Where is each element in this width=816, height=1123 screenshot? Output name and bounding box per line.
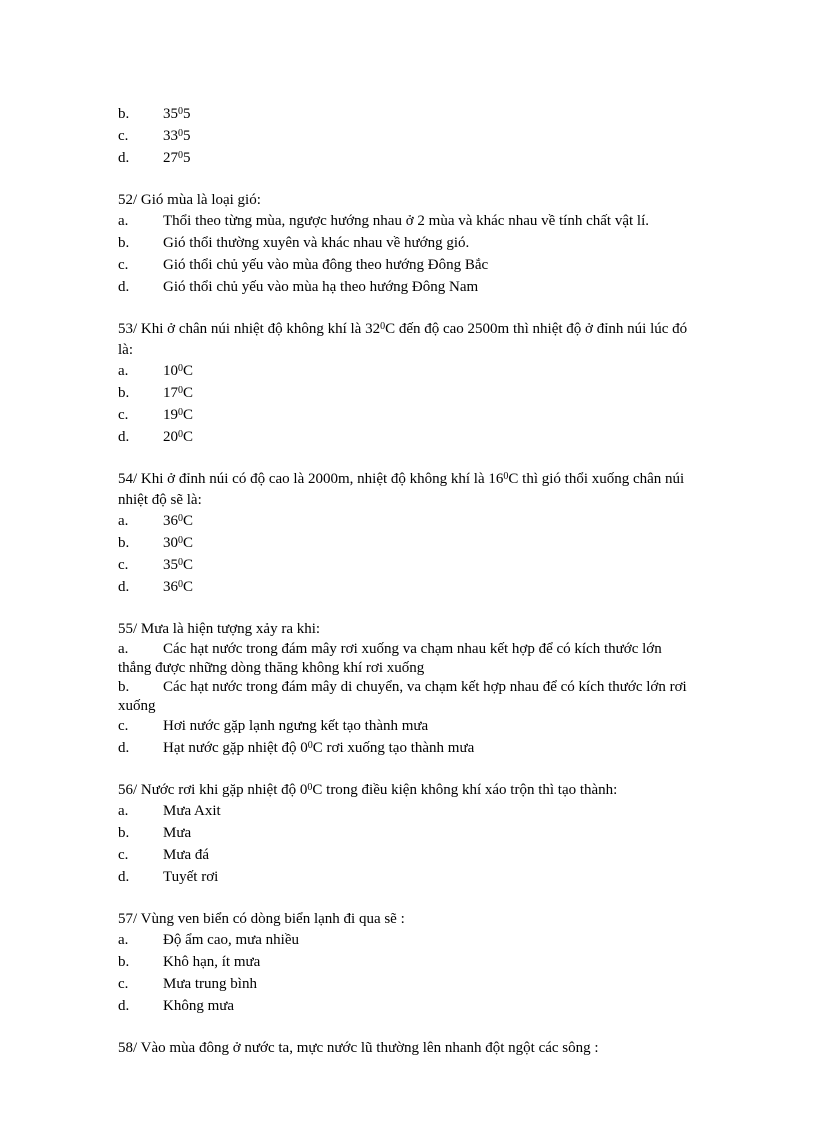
option-letter: d. bbox=[118, 429, 130, 445]
option-text: Mưa trung bình bbox=[163, 976, 257, 992]
option-text: Mưa Axit bbox=[163, 803, 221, 819]
option-text: Các hạt nước trong đám mây di chuyển, va chạm kết hợp nhau để có kích thước lớn rơi xuống bbox=[118, 679, 687, 714]
option-letter: a. bbox=[118, 363, 129, 379]
option-text: $19^0C$ bbox=[163, 407, 194, 423]
option-text: Các hạt nước trong đám mây rơi xuống va chạm nhau kết hợp để có kích thước lớn thắng được những dòng thăng không khí rơi xuống bbox=[118, 641, 662, 676]
option-letter: d. bbox=[118, 579, 130, 595]
option-c bbox=[118, 255, 698, 277]
option-b bbox=[118, 533, 698, 555]
question-stem: 52/ Gió mùa là loại gió: bbox=[118, 192, 261, 208]
option-d bbox=[118, 277, 698, 299]
option-text: $10^0C$ bbox=[163, 363, 194, 379]
option-letter: b. bbox=[118, 535, 130, 551]
option-d bbox=[118, 148, 698, 170]
question-56 bbox=[118, 780, 698, 889]
option-letter: d. bbox=[118, 869, 130, 885]
option-text: Gió thổi chủ yếu vào mùa đông theo hướng Đông Bắc bbox=[163, 257, 489, 273]
option-text: Không mưa bbox=[163, 998, 235, 1014]
option-d bbox=[118, 738, 698, 760]
option-letter: c. bbox=[118, 407, 129, 423]
option-a bbox=[118, 361, 698, 383]
option-letter: c. bbox=[118, 557, 129, 573]
option-d bbox=[118, 996, 698, 1018]
option-text: $30^0C$ bbox=[163, 535, 194, 551]
option-b bbox=[118, 383, 698, 405]
option-c bbox=[118, 126, 698, 148]
option-letter: c. bbox=[118, 976, 129, 992]
option-letter: c. bbox=[118, 128, 129, 144]
option-letter: a. bbox=[118, 513, 129, 529]
option-b bbox=[118, 823, 698, 845]
option-text: $35^05$ bbox=[163, 106, 191, 122]
option-a bbox=[118, 211, 698, 233]
question-54 bbox=[118, 469, 698, 599]
option-letter: b. bbox=[118, 385, 130, 401]
question-57 bbox=[118, 909, 698, 1018]
option-b bbox=[118, 678, 698, 716]
option-c bbox=[118, 974, 698, 996]
question-52 bbox=[118, 190, 698, 299]
question-55 bbox=[118, 619, 698, 760]
option-d bbox=[118, 577, 698, 599]
option-text: Hơi nước gặp lạnh ngưng kết tạo thành mưa bbox=[163, 718, 429, 734]
option-text: $27^05$ bbox=[163, 150, 191, 166]
question-51-continued bbox=[118, 104, 698, 170]
question-58 bbox=[118, 1038, 698, 1059]
option-text: Độ ẩm cao, mưa nhiều bbox=[163, 932, 300, 948]
option-c bbox=[118, 845, 698, 867]
option-letter: d. bbox=[118, 740, 130, 756]
option-letter: a. bbox=[118, 803, 129, 819]
option-a bbox=[118, 801, 698, 823]
option-c bbox=[118, 716, 698, 738]
option-letter: c. bbox=[118, 257, 129, 273]
question-stem: 55/ Mưa là hiện tượng xảy ra khi: bbox=[118, 621, 321, 637]
option-b bbox=[118, 952, 698, 974]
option-letter: d. bbox=[118, 150, 130, 166]
document-page bbox=[118, 104, 698, 1059]
option-text: $35^0C$ bbox=[163, 557, 194, 573]
question-53 bbox=[118, 319, 698, 449]
option-text: Mưa bbox=[163, 825, 192, 841]
option-b bbox=[118, 233, 698, 255]
option-c bbox=[118, 405, 698, 427]
question-stem: 54/ Khi ở đỉnh núi có độ cao là 2000m, nhiệt độ không khí là $16^0C$ thì gió thổi xuống chân núi nhiệt độ sẽ là: bbox=[118, 471, 685, 508]
option-b bbox=[118, 104, 698, 126]
option-letter: c. bbox=[118, 718, 129, 734]
option-text: Gió thổi chủ yếu vào mùa hạ theo hướng Đông Nam bbox=[163, 279, 479, 295]
question-stem: 58/ Vào mùa đông ở nước ta, mực nước lũ thường lên nhanh đột ngột các sông : bbox=[118, 1040, 599, 1056]
option-letter: a. bbox=[118, 213, 129, 229]
option-letter: b. bbox=[118, 235, 130, 251]
option-text: Tuyết rơi bbox=[163, 869, 219, 885]
option-text: Mưa đá bbox=[163, 847, 210, 863]
option-text: Thổi theo từng mùa, ngược hướng nhau ở 2 mùa và khác nhau về tính chất vật lí. bbox=[163, 213, 649, 229]
option-a bbox=[118, 640, 698, 678]
option-letter: d. bbox=[118, 279, 130, 295]
option-letter: b. bbox=[118, 106, 130, 122]
option-d bbox=[118, 427, 698, 449]
option-letter: b. bbox=[118, 679, 130, 695]
option-c bbox=[118, 555, 698, 577]
question-stem: 56/ Nước rơi khi gặp nhiệt độ $0^0C$ trong điều kiện không khí xáo trộn thì tạo thành: bbox=[118, 782, 618, 798]
option-text: Khô hạn, ít mưa bbox=[163, 954, 261, 970]
option-a bbox=[118, 930, 698, 952]
question-stem: 57/ Vùng ven biển có dòng biển lạnh đi qua sẽ : bbox=[118, 911, 405, 927]
option-letter: c. bbox=[118, 847, 129, 863]
option-text: $36^0C$ bbox=[163, 579, 194, 595]
option-text: $17^0C$ bbox=[163, 385, 194, 401]
option-text: $33^05$ bbox=[163, 128, 191, 144]
option-text: $36^0C$ bbox=[163, 513, 194, 529]
option-letter: a. bbox=[118, 641, 129, 657]
option-text: Gió thổi thường xuyên và khác nhau về hướng gió. bbox=[163, 235, 470, 251]
option-letter: b. bbox=[118, 825, 130, 841]
option-d bbox=[118, 867, 698, 889]
option-letter: b. bbox=[118, 954, 130, 970]
option-letter: d. bbox=[118, 998, 130, 1014]
option-text: Hạt nước gặp nhiệt độ $0^0C$ rơi xuống tạo thành mưa bbox=[163, 740, 475, 756]
option-a bbox=[118, 511, 698, 533]
question-stem: 53/ Khi ở chân núi nhiệt độ không khí là $32^0C$ đến độ cao 2500m thì nhiệt độ ở đỉnh núi lúc đó là: bbox=[118, 321, 688, 358]
option-letter: a. bbox=[118, 932, 129, 948]
option-text: $20^0C$ bbox=[163, 429, 194, 445]
